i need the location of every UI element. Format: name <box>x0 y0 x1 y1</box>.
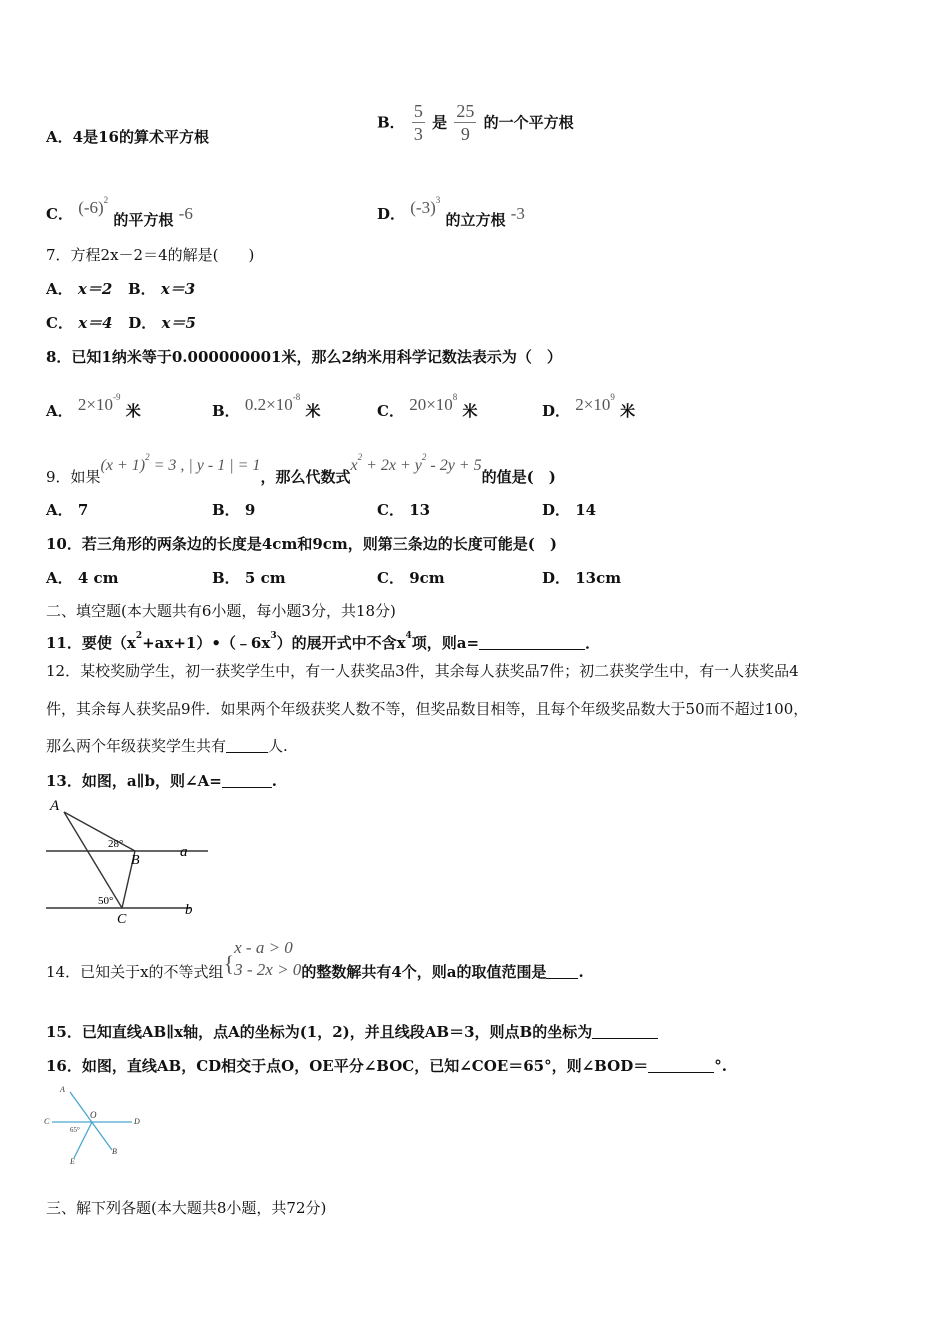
q14-stem: 14．已知关于x的不等式组{ x - a > 0 3 - 2x > 0 的整数解共有4个，则a的取值范围是 . <box>46 938 584 981</box>
q16-answer-blank[interactable] <box>648 1058 714 1073</box>
q6-option-a: A．4是16的算术平方根 <box>46 128 209 146</box>
section-3-heading: 三、解下列各题(本大题共8小题，共72分) <box>46 1199 327 1217</box>
q9-option-a: A． 7 <box>46 501 89 519</box>
q12-line-1: 12．某校奖励学生，初一获奖学生中，有一人获奖品3件，其余每人获奖品7件；初二获奖学生中，有一人获奖品4 <box>46 662 799 680</box>
q9-option-d: D． 14 <box>542 501 597 519</box>
angle-50: 50° <box>98 895 114 907</box>
label-a-point: A <box>50 798 60 814</box>
q12-answer-blank[interactable] <box>226 738 268 753</box>
label-c-point: C <box>117 912 127 927</box>
q11-answer-blank[interactable] <box>479 635 585 650</box>
angle-65: 65° <box>70 1126 80 1134</box>
q10-option-d: D． 13cm <box>542 569 622 587</box>
q10-option-a: A． 4 cm <box>46 569 119 587</box>
label-d: D <box>134 1117 140 1126</box>
q10-option-c: C． 9cm <box>377 569 445 587</box>
q9-expression: $x^2 + 2x + y^2 - 2y + 5$ <box>350 452 482 474</box>
q6-option-d: D． $(-3)^3$ 的立方根 -3 <box>377 195 525 229</box>
brace: { <box>223 951 235 976</box>
q7-options-cd: C． x＝4 D． x＝5 <box>46 314 196 332</box>
q16-figure <box>40 1082 150 1170</box>
q10-stem: 10．若三角形的两条边的长度是4cm和9cm，则第三条边的长度可能是( ) <box>46 535 557 553</box>
q9-stem: 9．如果$(x + 1)^2 = 3$ , | y - 1 | = 1，那么代数式$x^2 + 2x + y^2 - 2y + 5$的值是( ) <box>46 452 556 486</box>
expr-minus6: $(-6)^2$ <box>78 195 109 217</box>
segment-ab <box>64 812 135 851</box>
fraction-5-3: $\frac{5}{3}$ <box>413 101 423 144</box>
q13-stem: 13．如图，a∥b，则∠A= . <box>46 772 278 790</box>
label-a: A <box>60 1085 65 1094</box>
value-minus3: -3 <box>510 204 525 223</box>
q12-line-3: 那么两个年级获奖学生共有 人. <box>46 737 288 755</box>
angle-28: 28° <box>108 838 124 850</box>
segment-ac <box>64 812 122 908</box>
q15-stem: 15．已知直线AB∥x轴，点A的坐标为(1，2)，并且线段AB＝3，则点B的坐标为 <box>46 1022 658 1042</box>
value-minus6: -6 <box>178 204 193 223</box>
q16-stem: 16．如图，直线AB，CD相交于点O，OE平分∠BOC，已知∠COE＝65°，则∠BOD＝ °. <box>46 1057 727 1075</box>
q11-stem: 11．要使$(x^2+ax+1)•(﹣6x^3)$的展开式中不含$x^4$项，则a= ． <box>46 631 601 652</box>
q10-option-b: B． 5 cm <box>212 569 286 587</box>
label-e: E <box>70 1157 75 1166</box>
line-ab <box>70 1092 112 1150</box>
fraction-25-9: $\frac{25}{9}$ <box>456 101 475 144</box>
section-2-heading: 二、填空题(本大题共有6小题，每小题3分，共18分) <box>46 602 396 620</box>
q6-option-b: B． $\frac{5}{3}$ 是 $\frac{25}{9}$ 的一个平方根 <box>377 101 574 144</box>
q7-options-ab: A． x＝2 B． x＝3 <box>46 280 196 298</box>
q8-option-b: B． $0.2\times 10^{-8}$ 米 <box>212 392 321 420</box>
q14-answer-blank[interactable] <box>546 964 578 979</box>
q8-option-d: D． $2\times 10^9$ 米 <box>542 392 636 420</box>
q8-option-a: A． $2\times 10^{-9}$ 米 <box>46 392 141 420</box>
q8-option-c: C． $20\times 10^8$ 米 <box>377 392 478 420</box>
label-b: B <box>112 1147 117 1156</box>
q13-answer-blank[interactable] <box>222 773 272 788</box>
inequality-system: x - a > 0 3 - 2x > 0 <box>234 938 302 979</box>
label-line-a: a <box>180 844 188 860</box>
q9-option-b: B． 9 <box>212 501 256 519</box>
q7-stem: 7．方程2x－2＝4的解是( ) <box>46 246 255 264</box>
q8-stem: 8．已知1纳米等于0.000000001米，那么2纳米用科学记数法表示为（ ） <box>46 348 562 366</box>
label-line-b: b <box>185 902 193 918</box>
q13-figure <box>40 796 210 928</box>
q9-condition: $(x + 1)^2 = 3$ , | y - 1 | = 1 <box>100 452 261 474</box>
label-c: C <box>44 1117 50 1126</box>
q12-line-2: 件，其余每人获奖品9件．如果两个年级获奖人数不等，但奖品数目相等，且每个年级奖品数大于50而不超过100， <box>46 700 809 718</box>
q15-answer-blank[interactable] <box>592 1024 658 1039</box>
q6-option-c: C． $(-6)^2$ 的平方根 -6 <box>46 195 193 229</box>
expr-minus3: $(-3)^3$ <box>410 195 441 217</box>
label-o: O <box>90 1110 97 1120</box>
q9-option-c: C． 13 <box>377 501 431 519</box>
label-b-point: B <box>131 853 140 868</box>
